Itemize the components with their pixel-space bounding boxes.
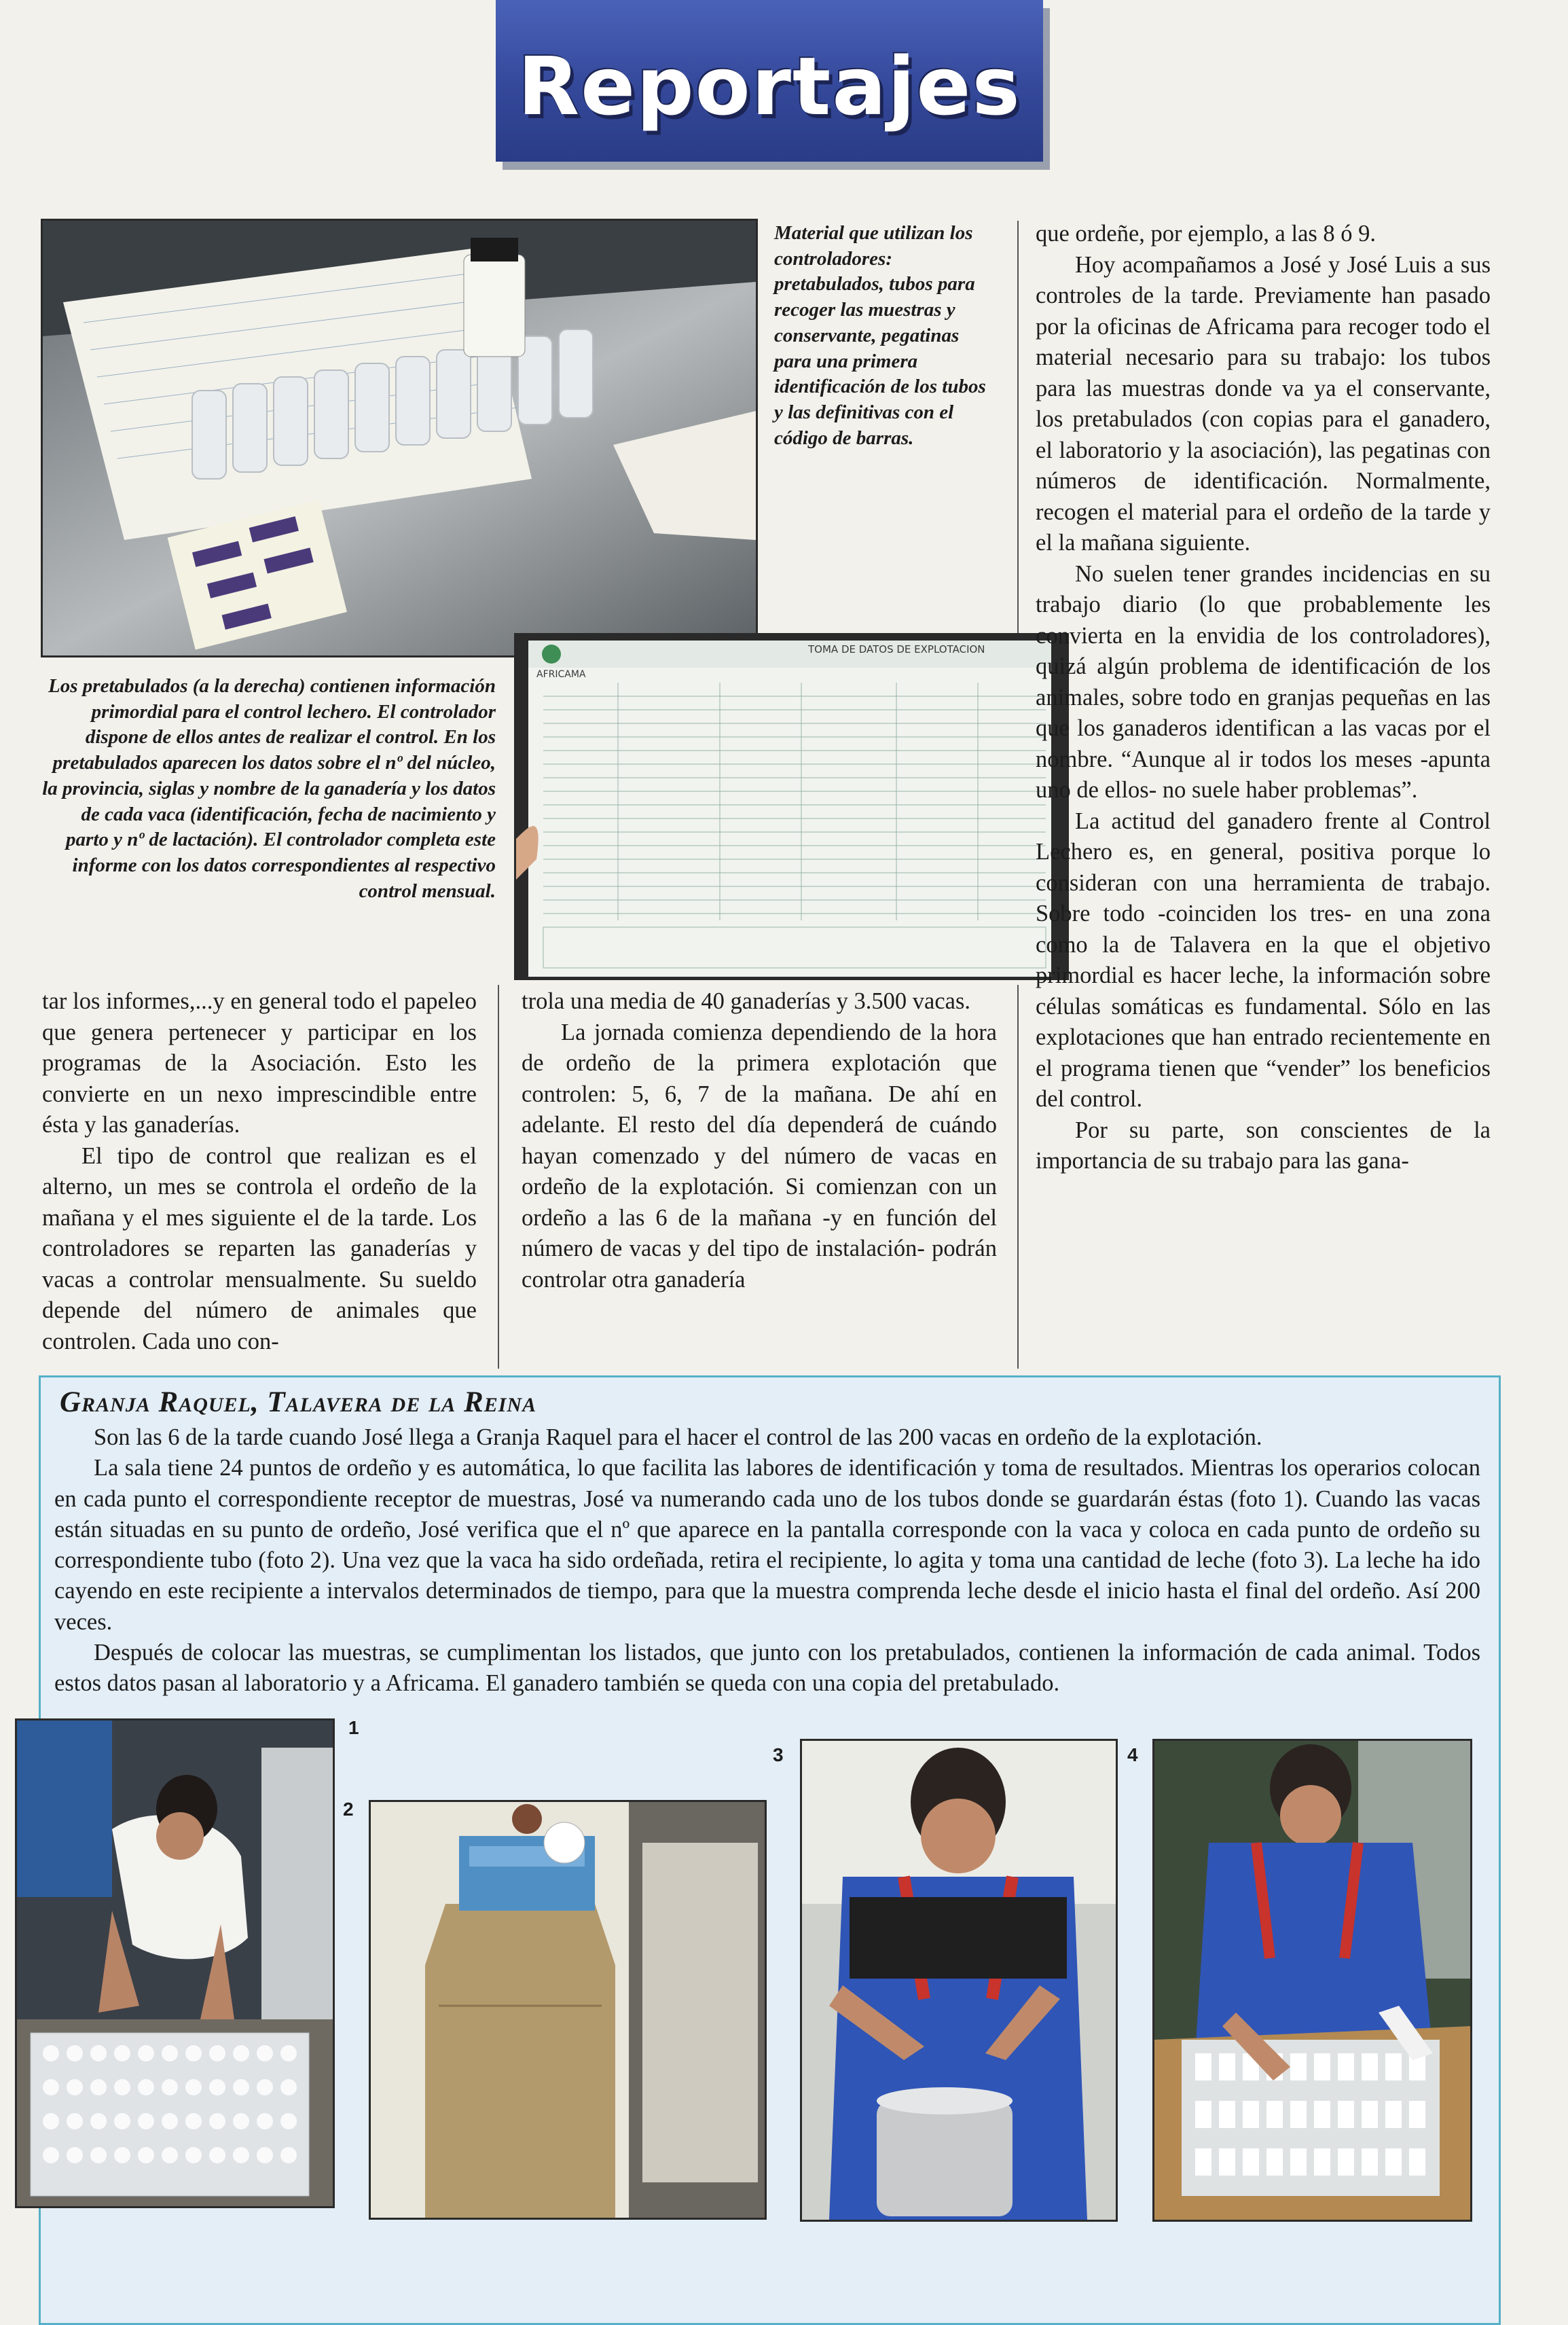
photo-materials: [41, 219, 758, 657]
photo-1-numbering-tubes: [15, 1718, 335, 2208]
paragraph: Después de colocar las muestras, se cumplimentan los listados, que junto con los pretabulados, contienen la información de cada animal. Todos estos datos pasan al laboratorio y a Africama. El ganadero también se queda con una copia del pretabulado.: [54, 1640, 1480, 1697]
paragraph: Por su parte, son conscientes de la importancia de su trabajo para las gana-: [1036, 1117, 1491, 1174]
paragraph: Son las 6 de la tarde cuando José llega a Granja Raquel para el hacer el control de las 200 vacas en ordeño de la explotación.: [94, 1424, 1262, 1450]
photo-number-2: 2: [343, 1799, 354, 1820]
photo-number-3: 3: [773, 1744, 784, 1765]
sidebar-title: Granja Raquel, Talavera de la Reina: [60, 1386, 537, 1418]
caption-materials: Material que utilizan los controladores: pretabulados, tubos para recoger las muestras y conservante, pegatinas para una primera identificación de los tubos y las definitivas con el código de barras.: [774, 222, 986, 449]
paragraph: que ordeñe, por ejemplo, a las 8 ó 9.: [1036, 221, 1376, 247]
paragraph: tar los informes,...y en general todo el papeleo que genera pertenecer y participar en los programas de la Asociación. Esto les convierte en un nexo imprescindible entre ésta y las ganaderías.: [42, 988, 477, 1138]
text-column-3: [1036, 219, 1491, 1177]
column-rule: [498, 985, 499, 1369]
photo-pretabulado-form: [514, 633, 1069, 980]
photo-3-taking-sample: [800, 1739, 1118, 2222]
column-rule: [1017, 221, 1019, 642]
text-column-1: [42, 986, 477, 1357]
form-logo-text: AFRICAMA: [536, 669, 586, 680]
form-header-text: TOMA DE DATOS DE EXPLOTACION: [808, 643, 985, 655]
paragraph: Hoy acompañamos a José y José Luis a sus controles de la tarde. Previamente han pasado por la oficinas de Africama para recoger todo el material necesario para su trabajo: los tubos para las muestras donde va ya el conservante, los pretabulados (con copias para el ganadero, el laboratorio y la asociación), las pegatinas con números de identificación. Normalmente, recogen el material para el ordeño de la tarde y el la mañana siguiente.: [1036, 251, 1491, 556]
sidebar-text: [54, 1422, 1480, 1699]
column-rule: [1017, 985, 1019, 1369]
paragraph: El tipo de control que realizan es el alterno, un mes se controla el ordeño de la mañana y el mes siguiente el de la tarde. Los controladores se reparten las ganaderías y vacas a controlar mensualmente. Su sueldo depende del número de animales que controlen. Cada uno con-: [42, 1142, 477, 1354]
paragraph: trola una media de 40 ganaderías y 3.500 vacas.: [522, 988, 971, 1014]
caption-pretabulados: Los pretabulados (a la derecha) contienen información primordial para el control lechero. El controlador dispone de ellos antes de realizar el control. En los pretabulados aparecen los datos sobre el nº del núcleo, la provincia, siglas y nombre de la ganadería y los datos de cada vaca (identificación, fecha de nacimiento y parto y nº de lactación). El controlador completa este informe con los datos correspondientes al respectivo control mensual.: [42, 675, 496, 902]
photo-4-placing-samples: [1152, 1739, 1472, 2222]
paragraph: No suelen tener grandes incidencias en su trabajo diario (lo que probablemente les convierta en la envidia de los controladores), quizá algún problema de identificación de los animales, sobre todo en granjas pequeñas en las que los ganaderos identifican a las vacas por el nombre. “Aunque al ir todos los meses -apunta uno de ellos- no suele haber problemas”.: [1036, 560, 1491, 803]
text-column-2: [522, 986, 997, 1295]
photo-2-sample-receptor: [369, 1800, 767, 2220]
paragraph: La sala tiene 24 puntos de ordeño y es automática, lo que facilita las labores de identificación y toma de resultados. Mientras los operarios colocan en cada punto el correspondiente receptor de muestras, José va numerando cada uno de los tubos donde se guardarán éstas (foto 1). Cuando las vacas están situadas en su punto de ordeño, José verifica que el nº que aparece en la pantalla corresponde con la vaca y coloca en cada punto de ordeño su correspondiente tubo (foto 2). Una vez que la vaca ha sido ordeñada, retira el recipiente, lo agita y toma una cantidad de leche (foto 3). La leche ha ido cayendo en este recipiente a intervalos determinados de tiempo, para que la muestra comprenda leche desde el inicio hasta el final del ordeño. Así 200 veces.: [54, 1455, 1480, 1635]
photo-number-4: 4: [1127, 1744, 1138, 1765]
section-title: Reportajes: [517, 39, 1021, 133]
paragraph: La actitud del ganadero frente al Control Lechero es, en general, positiva porque lo consideran con una herramienta de trabajo. Sobre todo -coinciden los tres- en una zona como la de Talavera en la que el objetivo primordial es hacer leche, la información sobre células somáticas es fundamental. Sólo en las explotaciones que han entrado recientemente en el programa tienen que “vender” los beneficios del control.: [1036, 808, 1491, 1112]
photo-number-1: 1: [348, 1717, 359, 1738]
paragraph: La jornada comienza dependiendo de la hora de ordeño de la primera explotación que controlen: 5, 6, 7 de la mañana. De ahí en adelante. El resto del día dependerá de cuándo hayan comenzado y del número de vacas en ordeño de la explotación. Si comienzan con un ordeño a las 6 de la mañana -y en función del número de vacas y del tipo de instalación- podrán controlar otra ganadería: [522, 1019, 997, 1293]
